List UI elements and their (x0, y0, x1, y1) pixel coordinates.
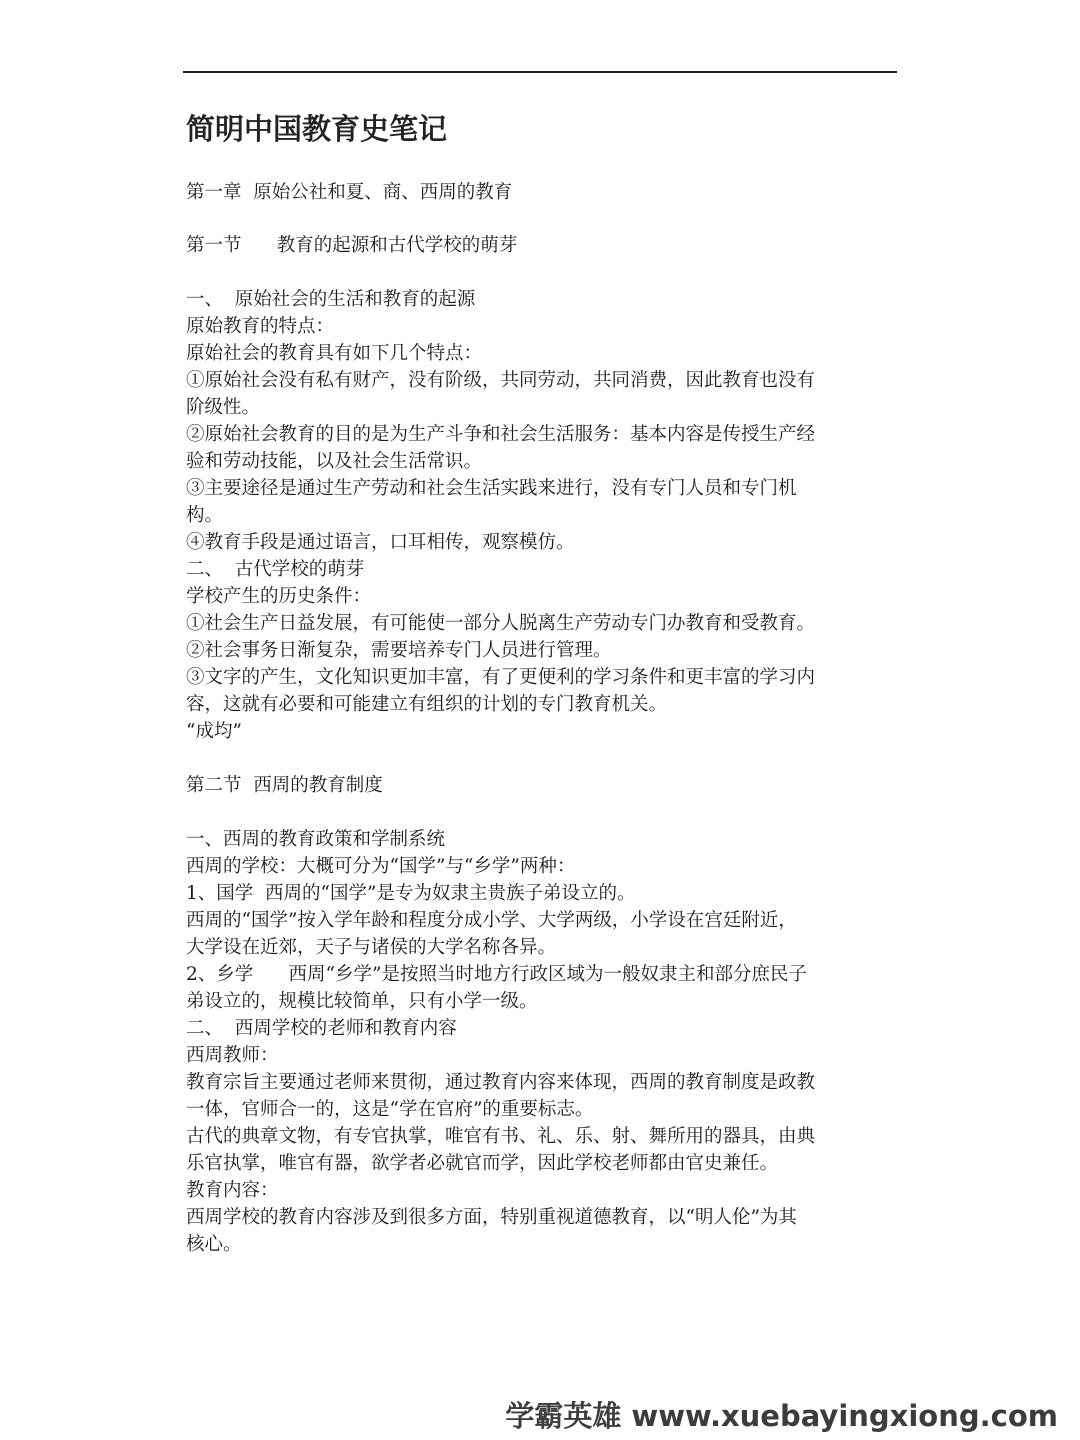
paragraph-line: 教育宗旨主要通过老师来贯彻，通过教育内容来体现，西周的教育制度是政教 (186, 1072, 816, 1093)
paragraph-line: 1、国学 西周的“国学”是专为奴隶主贵族子弟设立的。 (186, 883, 636, 904)
paragraph-line: ③文字的产生，文化知识更加丰富，有了更便利的学习条件和更丰富的学习内 (186, 667, 816, 688)
paragraph-line: 原始社会的教育具有如下几个特点： (186, 343, 483, 364)
paragraph-line: 2、乡学 西周“乡学”是按照当时地方行政区域为一般奴隶主和部分庶民子 (186, 964, 807, 985)
chapter-heading: 第一章 原始公社和夏、商、西周的教育 (186, 182, 513, 203)
part-heading: 一、 原始社会的生活和教育的起源 (186, 289, 476, 310)
paragraph-line: 教育内容： (186, 1180, 279, 1201)
paragraph-line: 学校产生的历史条件： (186, 586, 372, 607)
paragraph-line: 阶级性。 (186, 397, 261, 418)
paragraph-line: ①原始社会没有私有财产，没有阶级，共同劳动，共同消费，因此教育也没有 (186, 370, 816, 391)
paragraph-line: 西周教师： (186, 1045, 279, 1066)
top-rule (183, 71, 897, 73)
paragraph-line: 一体，官师合一的，这是“学在官府”的重要标志。 (186, 1099, 594, 1120)
paragraph-line: 乐官执掌，唯官有器，欲学者必就官而学，因此学校老师都由官史兼任。 (186, 1153, 779, 1174)
paragraph-line: 西周学校的教育内容涉及到很多方面，特别重视道德教育，以“明人伦”为其 (186, 1207, 797, 1228)
paragraph-line: 容，这就有必要和可能建立有组织的计划的专门教育机关。 (186, 694, 668, 715)
paragraph-line: ②原始社会教育的目的是为生产斗争和社会生活服务：基本内容是传授生产经 (186, 424, 816, 445)
paragraph-line: 西周的学校：大概可分为“国学”与“乡学”两种： (186, 856, 576, 877)
part-heading: 一、西周的教育政策和学制系统 (186, 829, 446, 850)
paragraph-line: 验和劳动技能，以及社会生活常识。 (186, 451, 483, 472)
paragraph-line: 大学设在近郊，天子与诸侯的大学名称各异。 (186, 937, 557, 958)
part-heading: 二、 西周学校的老师和教育内容 (186, 1018, 457, 1039)
paragraph-line: “成均” (186, 721, 242, 742)
paragraph-line: ②社会事务日渐复杂，需要培养专门人员进行管理。 (186, 640, 612, 661)
paragraph-line: 构。 (186, 505, 224, 526)
paragraph-line: ①社会生产日益发展，有可能使一部分人脱离生产劳动专门办教育和受教育。 (186, 613, 816, 634)
part-heading: 二、 古代学校的萌芽 (186, 559, 365, 580)
document-title: 简明中国教育史笔记 (186, 112, 448, 146)
section-heading: 第二节 西周的教育制度 (186, 775, 383, 796)
paragraph-line: 古代的典章文物，有专官执掌，唯官有书、礼、乐、射、舞所用的器具，由典 (186, 1126, 816, 1147)
paragraph-line: ④教育手段是通过语言，口耳相传，观察模仿。 (186, 532, 575, 553)
paragraph-line: ③主要途径是通过生产劳动和社会生活实践来进行，没有专门人员和专门机 (186, 478, 797, 499)
paragraph-line: 核心。 (186, 1234, 242, 1255)
site-watermark: 学霸英雄 www.xuebayingxiong.com (505, 1399, 1058, 1433)
paragraph-line: 原始教育的特点： (186, 316, 335, 337)
paragraph-line: 弟设立的，规模比较简单，只有小学一级。 (186, 991, 538, 1012)
section-heading: 第一节 教育的起源和古代学校的萌芽 (186, 235, 518, 256)
paragraph-line: 西周的“国学”按入学年龄和程度分成小学、大学两级，小学设在宫廷附近， (186, 910, 797, 931)
